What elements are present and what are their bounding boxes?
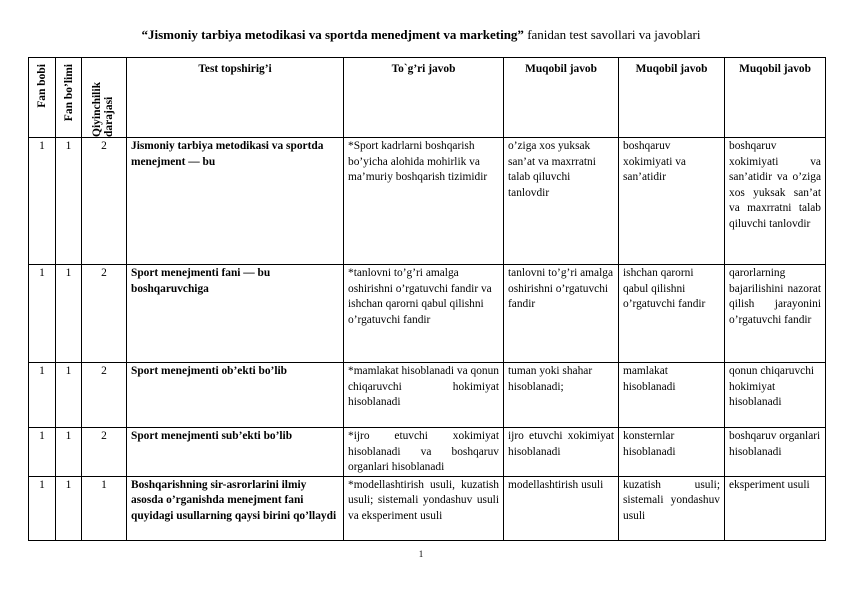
page-number: 1 xyxy=(418,549,424,559)
cell-bolim: 1 xyxy=(56,476,82,540)
cell-alt3: boshqaruv organlari hisoblanadi xyxy=(725,428,826,477)
document-title xyxy=(0,27,842,43)
cell-task: Boshqarishning sir-asrorlarini ilmiy asosda o’rganishda menejment fani quyidagi usullarning qaysi birini qo’llaydi xyxy=(127,476,344,540)
cell-level: 2 xyxy=(82,138,127,265)
cell-alt2: konsternlar hisoblanadi xyxy=(619,428,725,477)
cell-correct: *ijro etuvchi xokimiyat hisoblanadi va boshqaruv organlari hisoblanadi xyxy=(344,428,504,477)
cell-correct: *tanlovni to’g’ri amalga oshirishni o’rgatuvchi fandir va ishchan qarorni qabul qilishni o’rgatuvchi fandir xyxy=(344,265,504,363)
cell-bob: 1 xyxy=(29,428,56,477)
header-task: Test topshirig’i xyxy=(127,58,344,138)
cell-alt1: tuman yoki shahar hisoblanadi; xyxy=(504,363,619,428)
cell-task: Sport menejmenti sub’ekti bo’lib xyxy=(127,428,344,477)
cell-task: Sport menejmenti fani — bu boshqaruvchiga xyxy=(127,265,344,363)
cell-level: 2 xyxy=(82,265,127,363)
table-row xyxy=(29,428,826,477)
table-row xyxy=(29,138,826,265)
cell-alt3: qarorlarning bajarilishini nazorat qilish jarayonini o’rgatuvchi fandir xyxy=(725,265,826,363)
cell-level: 2 xyxy=(82,428,127,477)
header-alt1: Muqobil javob xyxy=(504,58,619,138)
header-correct: To`g’ri javob xyxy=(344,58,504,138)
cell-alt2: ishchan qarorni qabul qilishni o’rgatuvchi fandir xyxy=(619,265,725,363)
cell-correct: *Sport kadrlarni boshqarish bo’yicha alohida mohirlik va ma’muriy boshqarish tizimidir xyxy=(344,138,504,265)
cell-alt3: qonun chiqaruvchi hokimiyat hisoblanadi xyxy=(725,363,826,428)
cell-alt1: modellashtirish usuli xyxy=(504,476,619,540)
table-row xyxy=(29,363,826,428)
cell-alt1: o’ziga xos yuksak san’at va maxrratni talab qiluvchi tanlovdir xyxy=(504,138,619,265)
cell-alt2: kuzatish usuli; sistemali yondashuv usuli xyxy=(619,476,725,540)
cell-alt1: ijro etuvchi xokimiyat hisoblanadi xyxy=(504,428,619,477)
cell-alt2: boshqaruv xokimiyati va san’atidir xyxy=(619,138,725,265)
cell-correct: *modellashtirish usuli, kuzatish usuli; sistemali yondashuv usuli va eksperiment usuli xyxy=(344,476,504,540)
header-row xyxy=(29,58,826,138)
cell-task: Jismoniy tarbiya metodikasi va sportda menejment — bu xyxy=(127,138,344,265)
cell-bolim: 1 xyxy=(56,138,82,265)
cell-alt2: mamlakat hisoblanadi xyxy=(619,363,725,428)
cell-bob: 1 xyxy=(29,265,56,363)
title-normal-part: fanidan test savollari va javoblari xyxy=(523,27,701,42)
title-bold-part: “Jismoniy tarbiya metodikasi va sportda menedjment va marketing” xyxy=(141,27,524,42)
cell-correct: *mamlakat hisoblanadi va qonun chiqaruvchi hokimiyat hisoblanadi xyxy=(344,363,504,428)
header-qiyinchilik: Qiyinchilik darajasi xyxy=(82,58,127,138)
cell-bob: 1 xyxy=(29,476,56,540)
cell-task: Sport menejmenti ob’ekti bo’lib xyxy=(127,363,344,428)
cell-alt3: eksperiment usuli xyxy=(725,476,826,540)
header-fan-bolimi: Fan bo’limi xyxy=(56,58,82,138)
header-alt2: Muqobil javob xyxy=(619,58,725,138)
cell-bolim: 1 xyxy=(56,428,82,477)
cell-bolim: 1 xyxy=(56,363,82,428)
header-alt3: Muqobil javob xyxy=(725,58,826,138)
header-fan-bobi: Fan bobi xyxy=(29,58,56,138)
cell-level: 1 xyxy=(82,476,127,540)
cell-bolim: 1 xyxy=(56,265,82,363)
table-row xyxy=(29,265,826,363)
cell-bob: 1 xyxy=(29,138,56,265)
cell-bob: 1 xyxy=(29,363,56,428)
cell-alt3: boshqaruv xokimiyati va san’atidir va o’ziga xos yuksak san’at va maxrratni talab qiluvchi tanlovdir xyxy=(725,138,826,265)
test-table xyxy=(28,57,826,541)
table-row xyxy=(29,476,826,540)
cell-alt1: tanlovni to’g’ri amalga oshirishni o’rgatuvchi fandir xyxy=(504,265,619,363)
cell-level: 2 xyxy=(82,363,127,428)
